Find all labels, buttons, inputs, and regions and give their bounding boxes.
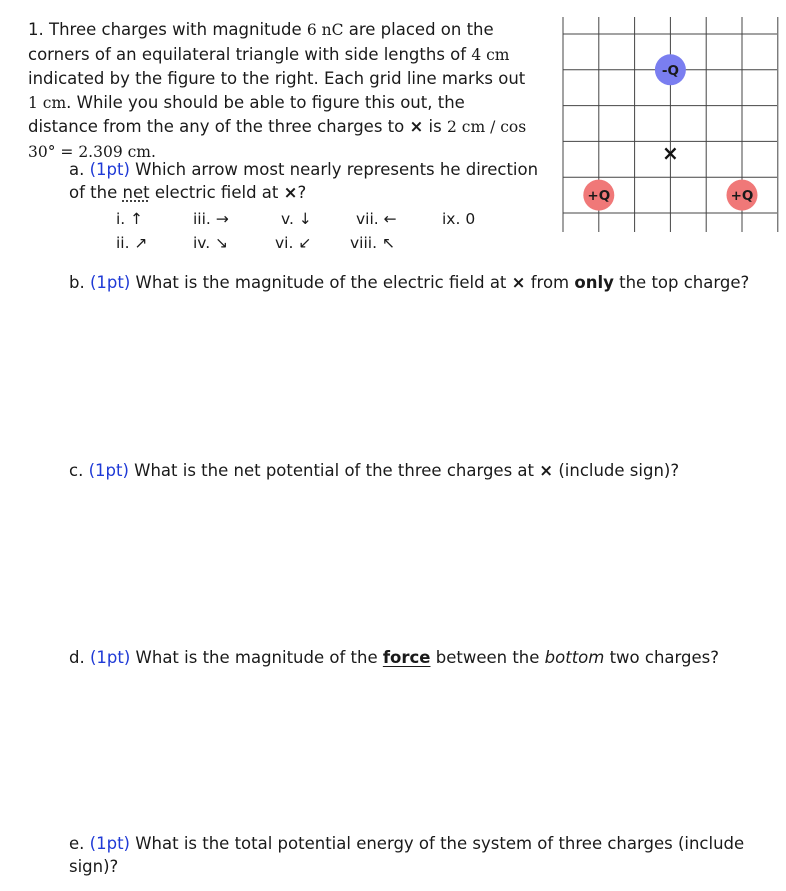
- option-ii[interactable]: ii. ↗: [116, 234, 148, 252]
- option-vii[interactable]: vii. ←: [356, 210, 397, 228]
- problem-intro: 1. Three charges with magnitude 6 nC are placed on the corners of an equilateral triangle with side lengths of 4 cm indicated by the figure to the right. Each grid line marks out 1 cm. While you should be able to figure this out, the distance from the any of the three charges to × is 2 cm / cos 30° = 2.309 cm.: [28, 20, 527, 161]
- question-c: c. (1pt) What is the net potential of the three charges at × (include sign)?: [69, 461, 680, 480]
- problem-number: 1.: [28, 20, 44, 39]
- question-e: e. (1pt) What is the total potential energy of the system of three charges (include sign)?: [69, 834, 745, 876]
- points-a: (1pt): [89, 160, 130, 179]
- side-length: 4 cm: [471, 45, 510, 64]
- points-b: (1pt): [89, 273, 131, 292]
- force-emphasis: force: [382, 648, 431, 667]
- question-a: a. (1pt) Which arrow most nearly represents he direction of the net electric field at ×?: [69, 160, 539, 202]
- option-iii[interactable]: iii. →: [193, 210, 229, 228]
- points-e: (1pt): [89, 834, 130, 853]
- option-iv[interactable]: iv. ↘: [193, 234, 229, 252]
- charge-magnitude: 6 nC: [306, 21, 344, 39]
- points-c: (1pt): [88, 461, 129, 480]
- option-ix[interactable]: ix. 0: [442, 210, 476, 228]
- charge-label: -Q: [661, 62, 679, 79]
- grid-spacing: 1 cm: [28, 93, 67, 112]
- cross-marker-inline: ×: [409, 117, 424, 136]
- field-point-marker: [662, 141, 679, 165]
- option-v[interactable]: v. ↓: [281, 210, 312, 228]
- bottom-emphasis: bottom: [544, 648, 605, 667]
- points-d: (1pt): [89, 648, 131, 667]
- cross-marker: ×: [662, 141, 679, 166]
- option-vi[interactable]: vi. ↙: [275, 234, 312, 252]
- charge-label: +Q: [587, 188, 611, 205]
- charge-label: +Q: [730, 188, 754, 205]
- option-viii[interactable]: viii. ↖: [350, 234, 395, 252]
- question-d: d. (1pt) What is the magnitude of the force between the bottom two charges?: [69, 648, 720, 667]
- net-term: net: [122, 183, 150, 202]
- question-b: b. (1pt) What is the magnitude of the electric field at × from only the top charge?: [69, 273, 750, 292]
- option-i[interactable]: i. ↑: [116, 210, 144, 228]
- only-emphasis: only: [574, 273, 614, 292]
- distance-formula: 2 cm / cos 30° = 2.309 cm.: [28, 118, 527, 161]
